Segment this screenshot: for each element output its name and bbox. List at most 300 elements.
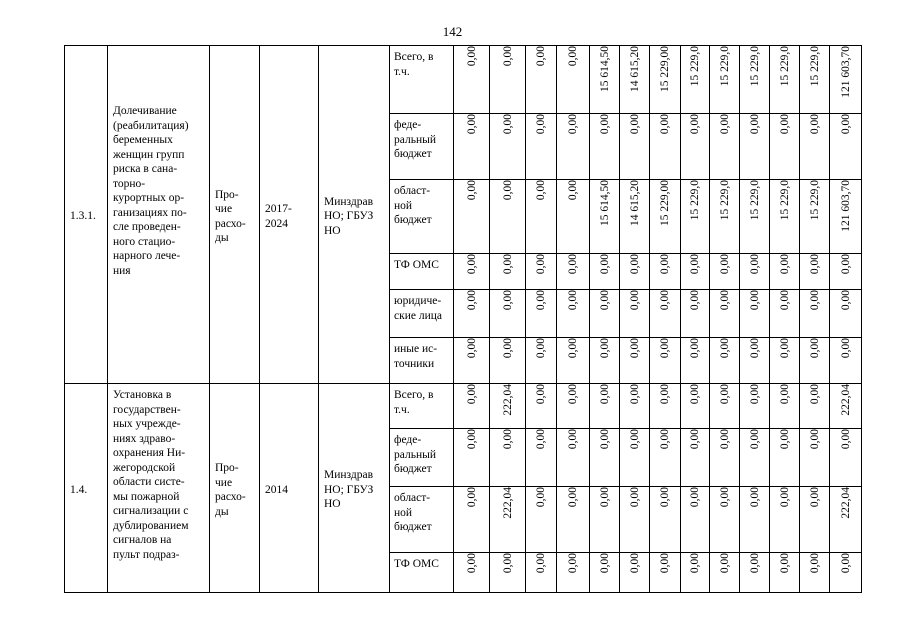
amount-cell [710,338,740,384]
funding-source-line: т.ч. [394,65,410,78]
amount-value: 0,00 [501,338,514,359]
expense-type-line: ды [215,505,229,518]
amount-value: 0,00 [535,254,547,275]
amount-value: 0,00 [628,487,641,508]
measure-name-line: сле проведен- [113,221,181,233]
amount-cell [681,114,710,180]
amount-cell [557,553,590,593]
expense-type-line: Про- [215,188,239,201]
amount-cell [650,487,681,553]
amount-value: 0,00 [501,429,514,450]
funding-source [390,487,454,553]
amount-cell [590,254,620,290]
amount-cell [490,429,526,487]
amount-value: 0,00 [808,114,821,135]
funding-source [390,290,454,338]
amount-value: 0,00 [778,429,791,450]
measure-name-line: нарного лече- [113,250,181,262]
budget-table [64,45,862,593]
executor [319,384,390,593]
amount-cell [620,429,650,487]
expense-type-line: ды [215,232,229,244]
amount-cell [620,254,650,290]
amount-value: 0,00 [567,290,579,311]
measure-name [108,46,210,384]
amount-cell [770,338,800,384]
amount-value: 0,00 [598,487,611,508]
amount-value: 0,00 [808,254,821,275]
amount-value: 0,00 [778,114,791,135]
amount-cell [454,429,490,487]
amount-cell [490,46,526,114]
amount-cell [800,254,830,290]
amount-cell [454,487,490,553]
amount-cell [620,487,650,553]
funding-source [390,429,454,487]
amount-value: 0,00 [778,254,791,275]
amount-cell [681,254,710,290]
funding-source-line: ной [394,506,413,519]
amount-value: 15 614,50 [598,46,611,92]
measure-name-line: ного стацио- [113,235,176,248]
measure-name-line: риска в сана- [113,163,178,175]
amount-value: 0,00 [598,429,611,450]
amount-cell [590,46,620,114]
amount-value: 0,00 [465,114,478,135]
amount-value: 0,00 [567,384,579,405]
funding-source-line: бюджет [394,148,432,160]
amount-cell [740,254,770,290]
amount-value: 0,00 [535,487,547,508]
amount-cell [620,338,650,384]
amount-value: 0,00 [659,384,671,405]
amount-value: 0,00 [659,338,671,359]
amount-cell [490,553,526,593]
amount-cell [590,338,620,384]
amount-cell [557,180,590,254]
amount-cell [740,429,770,487]
executor [319,46,390,384]
measure-name-line: государствен- [113,403,181,416]
amount-value: 0,00 [808,338,821,359]
amount-value: 0,00 [659,553,671,574]
amount-cell [740,384,770,429]
amount-cell [650,429,681,487]
amount-cell [526,553,557,593]
amount-cell [800,46,830,114]
amount-cell [590,290,620,338]
measure-name-line: (реабилитация) [113,119,189,132]
executor-line: НО [324,224,341,237]
measure-name-line: ниях здраво- [113,432,176,445]
measure-name-line: сигналов на [113,534,172,546]
amount-value: 0,00 [839,254,852,275]
amount-cell [526,46,557,114]
amount-value: 0,00 [465,553,478,574]
amount-value: 0,00 [535,429,547,450]
funding-source-line: ной [394,199,413,212]
amount-value: 0,00 [501,180,514,201]
amount-value: 0,00 [839,290,852,311]
amount-cell [710,254,740,290]
funding-source [390,384,454,429]
amount-cell [830,338,862,384]
amount-cell [770,254,800,290]
amount-value: 0,00 [598,384,611,405]
measure-name-line: жегородской [113,461,176,474]
amount-value: 0,00 [718,114,731,135]
funding-source-line: точники [394,357,435,370]
amount-value: 15 229,0 [778,46,791,87]
amount-value: 0,00 [501,114,514,135]
period-line: 2024 [265,217,288,230]
amount-value: 0,00 [598,338,611,359]
measure-name [108,384,210,593]
measure-name-line: торно- [113,177,146,190]
amount-value: 0,00 [598,254,611,275]
amount-value: 0,00 [689,290,701,311]
amount-value: 0,00 [808,384,821,405]
amount-cell [590,180,620,254]
amount-value: 14 615,20 [628,46,641,92]
amount-value: 0,00 [778,338,791,359]
amount-cell [770,46,800,114]
amount-cell [557,487,590,553]
amount-value: 0,00 [465,487,478,508]
amount-value: 0,00 [628,254,641,275]
amount-cell [557,114,590,180]
amount-cell [830,114,862,180]
measure-name-line: пульт подраз- [113,548,180,561]
amount-value: 0,00 [501,254,514,275]
amount-value: 0,00 [659,114,671,135]
amount-value: 0,00 [689,429,701,450]
amount-value: 15 229,0 [718,180,731,221]
amount-cell [710,487,740,553]
expense-type [210,384,260,593]
amount-value: 15 229,0 [718,46,731,87]
amount-cell [490,384,526,429]
amount-value: 0,00 [778,384,791,405]
amount-cell [800,487,830,553]
amount-value: 0,00 [465,429,478,450]
funding-source-line: т.ч. [394,403,410,416]
amount-cell [620,180,650,254]
amount-value: 0,00 [748,290,761,311]
amount-cell [830,384,862,429]
amount-value: 0,00 [628,384,641,405]
amount-value: 15 229,0 [778,180,791,221]
amount-value: 0,00 [718,338,731,359]
expense-type-line: Про- [215,462,239,474]
amount-cell [681,46,710,114]
amount-cell [490,114,526,180]
executor-line: Минздрав [324,469,374,482]
executor-line: НО; ГБУЗ [324,483,374,496]
amount-value: 0,00 [718,290,731,311]
measure-name-line: женщин групп [113,148,185,161]
amount-cell [710,553,740,593]
amount-value: 0,00 [718,487,731,508]
amount-cell [490,338,526,384]
amount-cell [650,338,681,384]
amount-value: 0,00 [689,384,701,405]
amount-cell [650,180,681,254]
amount-cell [526,487,557,553]
amount-value: 0,00 [718,553,731,574]
amount-value: 0,00 [598,114,611,135]
amount-value: 0,00 [628,114,641,135]
amount-cell [710,384,740,429]
amount-value: 0,00 [778,553,791,574]
amount-cell [770,487,800,553]
funding-source-line: Всего, в [394,51,434,63]
measure-name-line: беременных [113,134,173,146]
amount-cell [830,429,862,487]
amount-value: 0,00 [689,487,701,508]
amount-value: 0,00 [748,553,761,574]
funding-source-line: Всего, в [394,389,434,401]
amount-cell [740,180,770,254]
amount-cell [681,487,710,553]
amount-value: 0,00 [659,290,671,311]
measure-name-line: Установка в [113,389,172,401]
amount-cell [590,553,620,593]
amount-value: 0,00 [808,553,821,574]
funding-source-line: област- [394,492,431,504]
amount-cell [770,180,800,254]
amount-value: 0,00 [718,384,731,405]
amount-value: 0,00 [535,553,547,574]
amount-cell [490,180,526,254]
row-code-text: 1.3.1. [70,210,96,223]
measure-name-line: курортных ор- [113,192,185,204]
expense-type-line: чие [215,203,233,215]
amount-value: 0,00 [628,429,641,450]
amount-value: 0,00 [567,553,579,574]
amount-cell [681,338,710,384]
table-row [65,384,862,429]
funding-source-line: бюджет [394,214,432,226]
amount-value: 0,00 [689,254,701,275]
amount-value: 222,04 [839,384,852,416]
funding-source-line: ральный [394,133,436,146]
funding-source [390,338,454,384]
amount-value: 15 229,0 [748,180,761,221]
funding-source-line: иные ис- [394,343,438,355]
amount-cell [800,429,830,487]
measure-name-line: области систе- [113,476,185,488]
amount-value: 0,00 [535,46,547,67]
amount-cell [620,114,650,180]
amount-cell [526,290,557,338]
period [260,384,319,593]
amount-value: 15 229,0 [689,46,701,87]
amount-value: 0,00 [748,487,761,508]
amount-value: 0,00 [748,384,761,405]
amount-cell [800,338,830,384]
amount-cell [557,290,590,338]
amount-cell [710,290,740,338]
funding-source-line: ТФ ОМС [394,558,439,570]
expense-type-line: расхо- [215,491,246,503]
amount-value: 0,00 [839,429,852,450]
amount-value: 222,04 [501,487,514,519]
funding-source-line: област- [394,185,431,197]
funding-source [390,553,454,593]
amount-cell [526,254,557,290]
funding-source-line: бюджет [394,463,432,475]
amount-cell [590,429,620,487]
amount-cell [800,384,830,429]
amount-cell [490,254,526,290]
amount-cell [490,290,526,338]
amount-value: 0,00 [535,290,547,311]
amount-cell [740,114,770,180]
amount-cell [770,553,800,593]
amount-cell [681,429,710,487]
amount-value: 0,00 [718,254,731,275]
amount-value: 0,00 [778,487,791,508]
amount-cell [557,384,590,429]
amount-value: 0,00 [465,338,478,359]
measure-name-line: сигнализации с [113,505,189,517]
amount-value: 0,00 [839,114,852,135]
amount-cell [770,384,800,429]
measure-name-line: охранения Ни- [113,447,186,459]
amount-cell [650,254,681,290]
amount-cell [830,553,862,593]
amount-cell [830,254,862,290]
amount-cell [650,384,681,429]
amount-value: 15 229,00 [659,180,671,226]
row-code [65,46,108,384]
amount-value: 0,00 [628,553,641,574]
amount-value: 222,04 [501,384,514,416]
executor-line: НО; ГБУЗ [324,210,374,223]
measure-name-line: ных учрежде- [113,418,181,430]
amount-value: 0,00 [628,338,641,359]
funding-source [390,180,454,254]
period-line: 2017- [265,203,292,215]
amount-cell [770,429,800,487]
amount-value: 15 229,0 [748,46,761,87]
amount-value: 14 615,20 [628,180,641,226]
amount-cell [620,553,650,593]
amount-value: 0,00 [839,553,852,574]
amount-value: 0,00 [748,429,761,450]
amount-value: 15 229,0 [808,180,821,221]
table-row [65,46,862,114]
amount-value: 0,00 [689,338,701,359]
amount-cell [800,114,830,180]
expense-type-line: расхо- [215,217,246,230]
amount-cell [710,46,740,114]
funding-source-line: ральный [394,448,436,461]
amount-value: 0,00 [659,429,671,450]
amount-value: 0,00 [465,384,478,405]
amount-cell [620,384,650,429]
amount-value: 0,00 [567,338,579,359]
amount-cell [526,338,557,384]
amount-value: 0,00 [598,553,611,574]
measure-name-line: Долечивание [113,105,177,117]
period-line: 2014 [265,483,288,496]
funding-source-line: феде- [394,434,422,446]
amount-cell [710,180,740,254]
amount-value: 0,00 [567,46,579,67]
funding-source-line: ские лица [394,309,442,322]
amount-cell [681,180,710,254]
amount-cell [650,553,681,593]
amount-cell [740,338,770,384]
amount-value: 0,00 [465,290,478,311]
amount-cell [710,114,740,180]
funding-source-line: бюджет [394,521,432,533]
amount-cell [557,46,590,114]
amount-value: 15 229,00 [659,46,671,92]
amount-cell [454,290,490,338]
amount-cell [740,553,770,593]
amount-cell [526,114,557,180]
amount-cell [830,180,862,254]
amount-cell [650,114,681,180]
amount-value: 15 614,50 [598,180,611,226]
measure-name-line: ния [113,264,131,277]
measure-name-line: дублированием [113,519,189,532]
amount-value: 15 229,0 [689,180,701,221]
funding-source [390,114,454,180]
amount-value: 0,00 [567,487,579,508]
amount-value: 121 603,70 [839,180,852,232]
amount-cell [740,46,770,114]
amount-value: 0,00 [748,254,761,275]
amount-cell [490,487,526,553]
amount-value: 0,00 [535,114,547,135]
amount-value: 0,00 [808,429,821,450]
amount-value: 0,00 [778,290,791,311]
executor-line: Минздрав [324,195,374,208]
row-code [65,384,108,593]
funding-source-line: юридиче- [394,295,442,307]
amount-cell [557,429,590,487]
amount-value: 0,00 [501,290,514,311]
amount-value: 0,00 [567,429,579,450]
amount-cell [830,487,862,553]
amount-value: 0,00 [567,254,579,275]
amount-cell [800,290,830,338]
amount-cell [740,290,770,338]
executor-line: НО [324,498,341,511]
amount-value: 0,00 [689,553,701,574]
amount-value: 0,00 [808,290,821,311]
amount-cell [454,114,490,180]
amount-cell [650,46,681,114]
amount-cell [681,553,710,593]
amount-value: 0,00 [465,46,478,67]
amount-value: 0,00 [748,338,761,359]
amount-cell [650,290,681,338]
amount-value: 222,04 [839,487,852,519]
amount-value: 0,00 [748,114,761,135]
amount-cell [454,553,490,593]
expense-type-line: чие [215,476,233,489]
amount-value: 0,00 [659,254,671,275]
amount-cell [454,254,490,290]
amount-cell [800,180,830,254]
expense-type [210,46,260,384]
amount-cell [590,384,620,429]
